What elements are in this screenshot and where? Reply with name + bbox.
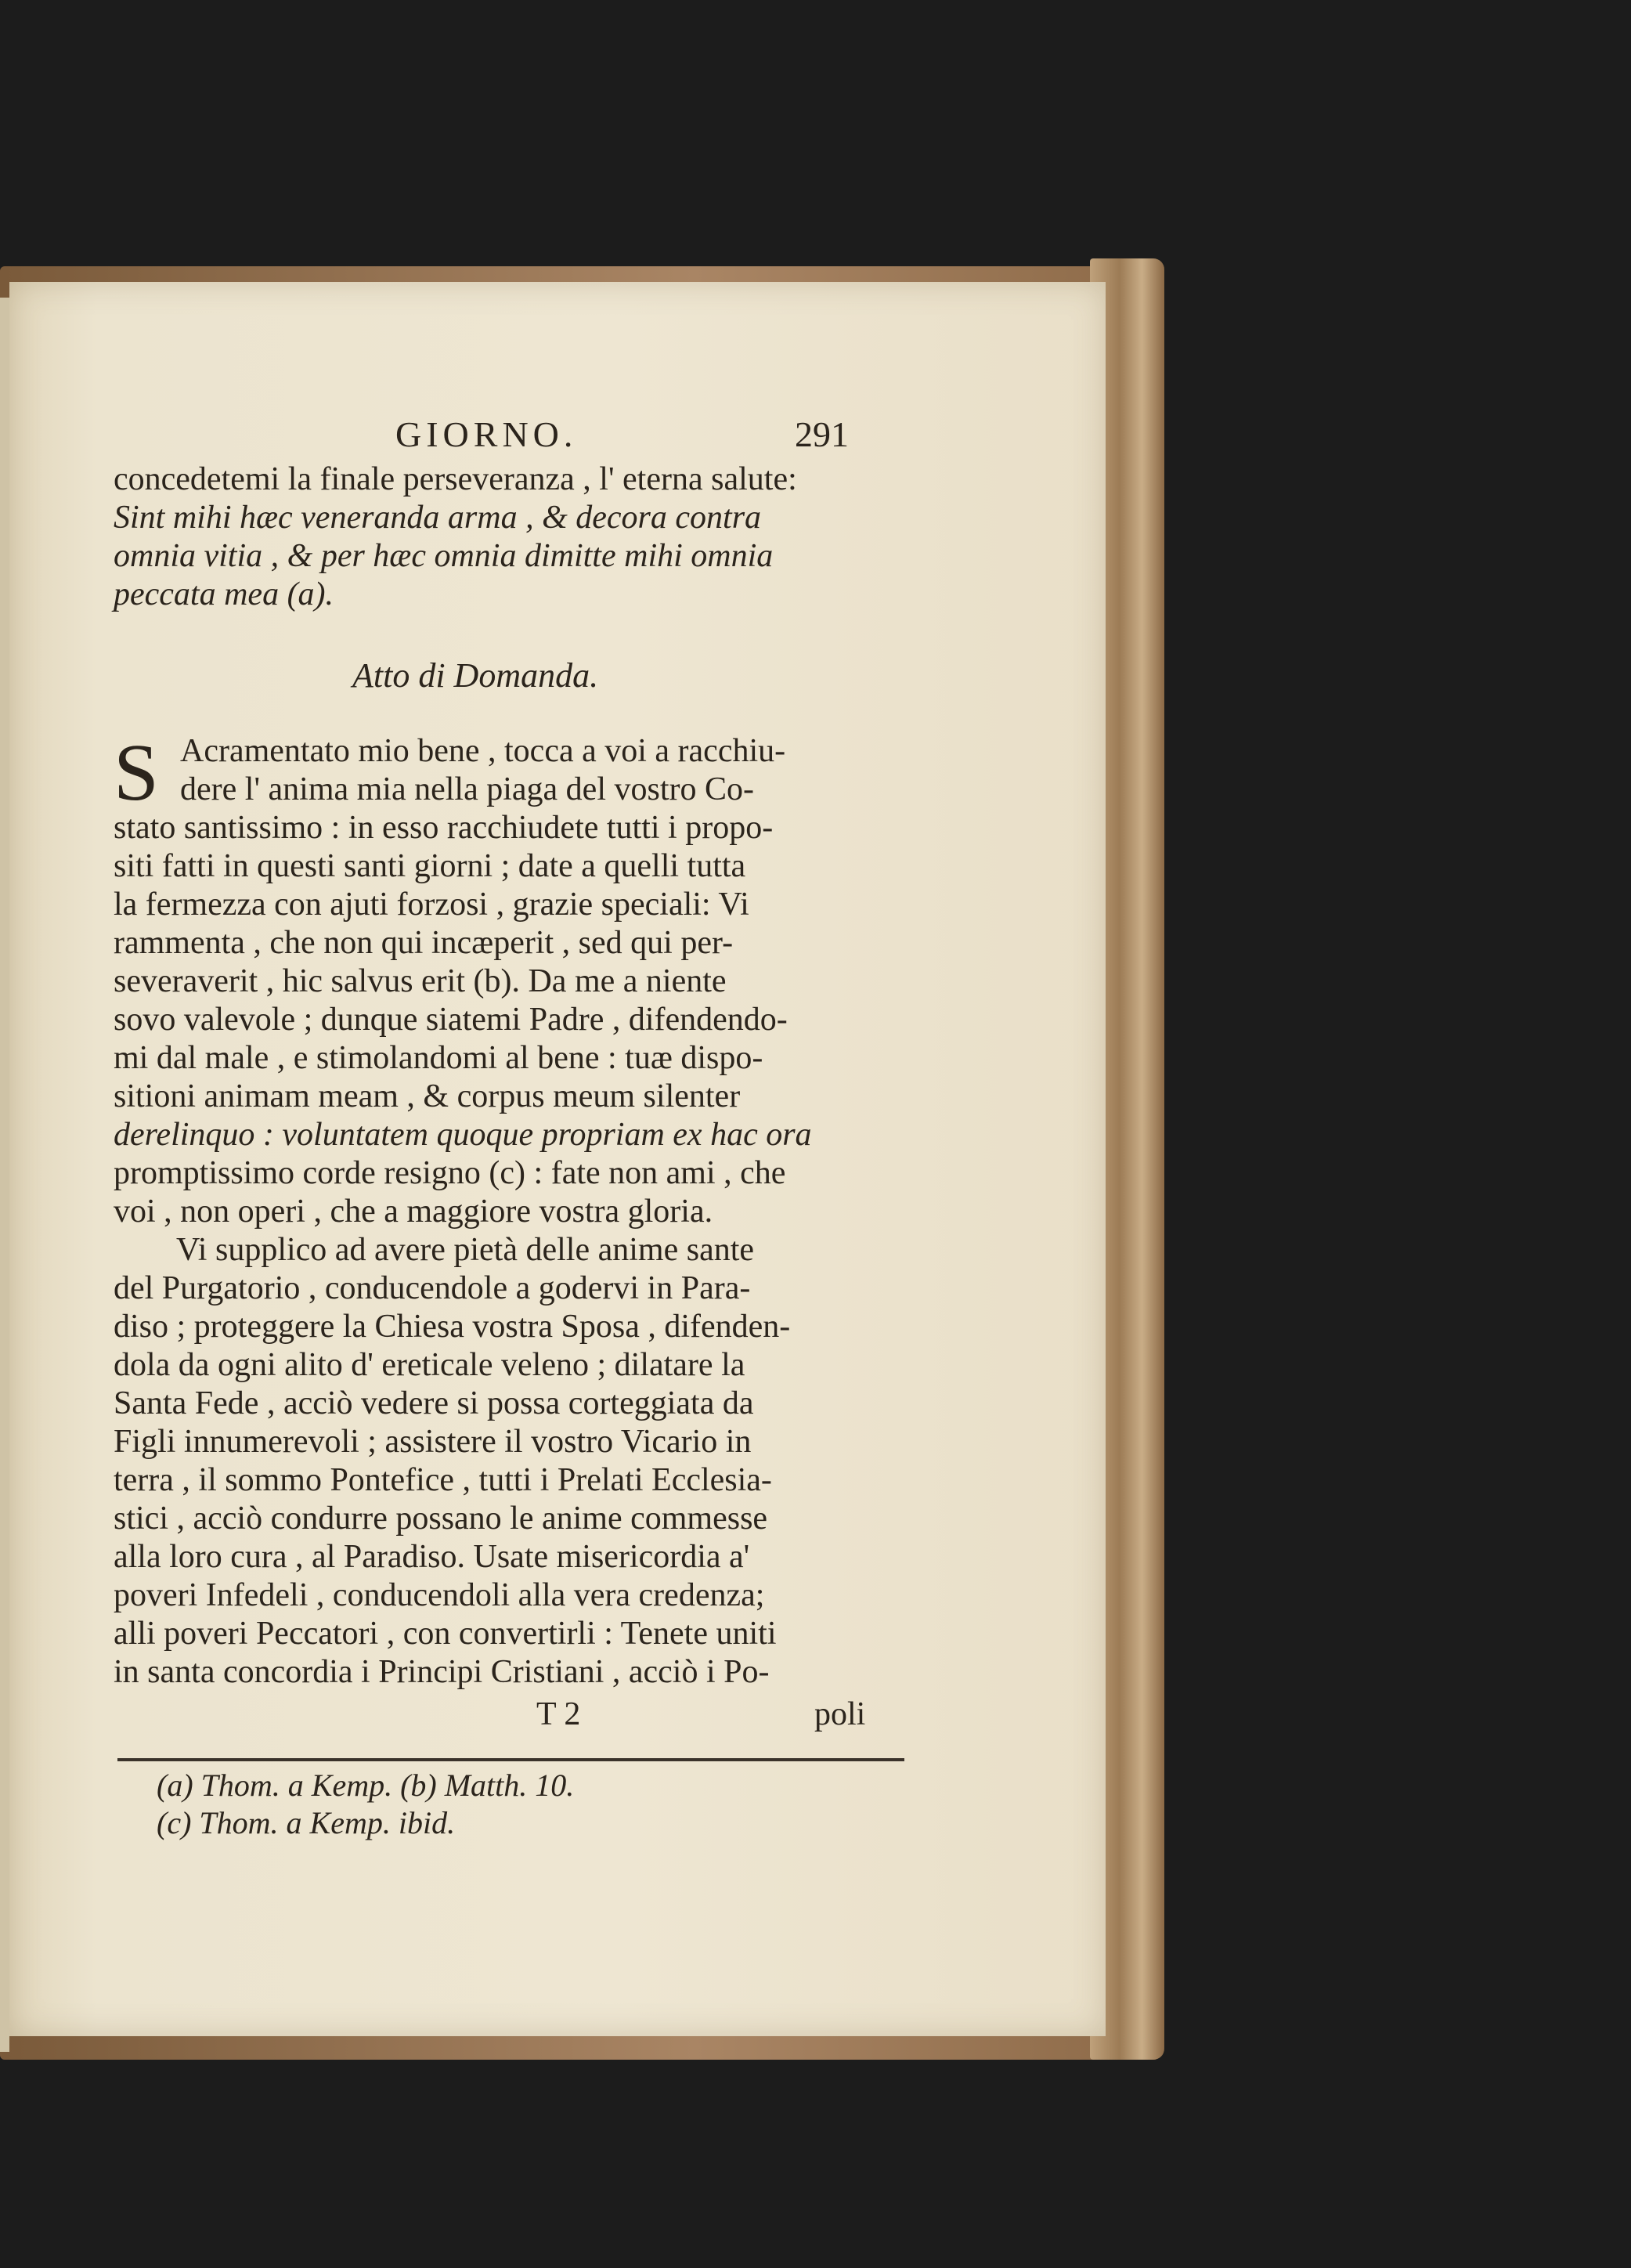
body-line: terra , il sommo Pontefice , tutti i Prelati Ecclesia- (114, 1462, 772, 1498)
body-line: in santa concordia i Principi Cristiani , acciò i Po- (114, 1654, 770, 1690)
body-line: Santa Fede , acciò vedere si possa corteggiata da (114, 1385, 754, 1421)
body-line: Vi supplico ad avere pietà delle anime sante (176, 1232, 755, 1268)
signature-mark: T 2 (536, 1696, 581, 1732)
body-line: alli poveri Peccatori , con convertirli : Tenete uniti (114, 1616, 777, 1652)
body-line: voi , non operi , che a maggiore vostra gloria. (114, 1194, 713, 1230)
opening-line: concedetemi la finale perseveranza , l' eterna salute: (114, 461, 797, 497)
body-line: la fermezza con ajuti forzosi , grazie speciali: Vi (114, 887, 749, 923)
opening-line: peccata mea (a). (114, 576, 334, 612)
body-line: sovo valevole ; dunque siatemi Padre , difendendo- (114, 1002, 788, 1038)
body-line: stici , acciò condurre possano le anime commesse (114, 1501, 768, 1537)
drop-cap: S (114, 728, 159, 818)
body-line: mi dal male , e stimolandomi al bene : tuæ dispo- (114, 1040, 763, 1076)
section-title: Atto di Domanda. (352, 656, 599, 695)
body-line: Figli innumerevoli ; assistere il vostro Vicario in (114, 1424, 752, 1460)
footnote: (a) Thom. a Kemp. (b) Matth. 10. (157, 1768, 575, 1803)
body-line: stato santissimo : in esso racchiudete tutti i propo- (114, 810, 774, 846)
body-line: promptissimo corde resigno (c) : fate non ami , che (114, 1155, 786, 1191)
footnote-rule (117, 1758, 904, 1761)
body-line: rammenta , che non qui incæperit , sed qui per- (114, 925, 734, 961)
body-line: derelinquo : voluntatem quoque propriam ex hac ora (114, 1117, 812, 1153)
body-line: Acramentato mio bene , tocca a voi a racchiu- (180, 733, 786, 769)
opening-line: omnia vitia , & per hæc omnia dimitte mihi omnia (114, 538, 774, 574)
body-line: dere l' anima mia nella piaga del vostro Co- (180, 771, 754, 807)
body-line: alla loro cura , al Paradiso. Usate misericordia a' (114, 1539, 750, 1575)
body-line: sitioni animam meam , & corpus meum silenter (114, 1078, 741, 1114)
footnote: (c) Thom. a Kemp. ibid. (157, 1805, 456, 1840)
body-line: del Purgatorio , conducendole a godervi in Para- (114, 1270, 751, 1306)
body-line: poveri Infedeli , conducendoli alla vera credenza; (114, 1577, 765, 1613)
page-number: 291 (795, 414, 849, 454)
catchword: poli (814, 1696, 866, 1732)
opening-line: Sint mihi hæc veneranda arma , & decora contra (114, 500, 762, 536)
running-head: GIORNO. (395, 414, 578, 454)
body-line: severaverit , hic salvus erit (b). Da me a niente (114, 963, 727, 999)
body-line: siti fatti in questi santi giorni ; date a quelli tutta (114, 848, 746, 884)
body-line: diso ; proteggere la Chiesa vostra Sposa , difenden- (114, 1309, 791, 1345)
left-page-edge (0, 298, 9, 2052)
body-line: dola da ogni alito d' ereticale veleno ; dilatare la (114, 1347, 745, 1383)
